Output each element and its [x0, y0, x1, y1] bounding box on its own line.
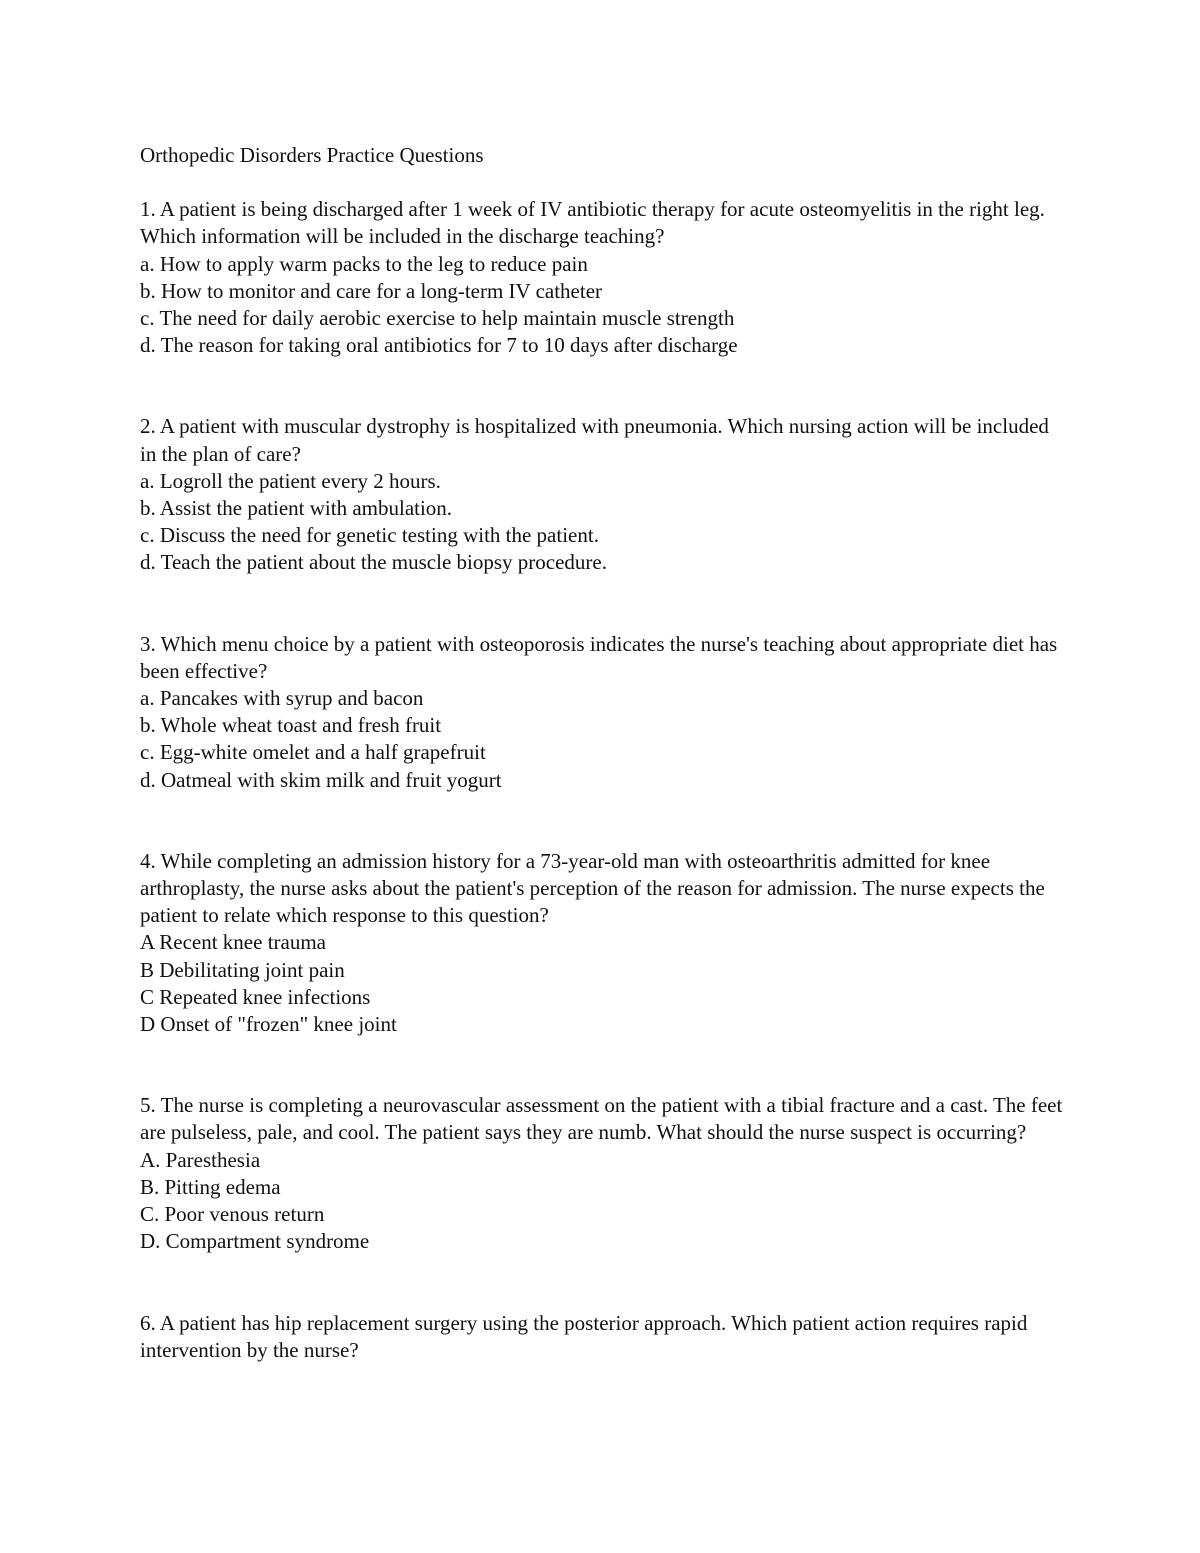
question-text: 6. A patient has hip replacement surgery using the posterior approach. Which patient action requires rapid intervention by the nurse? — [140, 1310, 1028, 1362]
question-1 — [140, 196, 1070, 359]
answer-option: D. Compartment syndrome — [140, 1229, 370, 1254]
answer-options — [140, 251, 1070, 360]
question-3 — [140, 631, 1070, 794]
answer-option: d. Teach the patient about the muscle biopsy procedure. — [140, 550, 607, 575]
answer-option: A. Paresthesia — [140, 1147, 261, 1172]
question-text: 4. While completing an admission history for a 73-year-old man with osteoarthritis admitted for knee arthroplasty, the nurse asks about the patient's perception of the reason for admission. The nurse expects the patient to relate which response to this question? — [140, 848, 1045, 928]
answer-option: C Repeated knee infections — [140, 984, 371, 1009]
answer-option: d. The reason for taking oral antibiotics for 7 to 10 days after discharge — [140, 333, 738, 358]
answer-options — [140, 1147, 1070, 1256]
question-4 — [140, 848, 1070, 1038]
question-text: 3. Which menu choice by a patient with osteoporosis indicates the nurse's teaching about appropriate diet has been effective? — [140, 631, 1058, 683]
answer-option: D Onset of "frozen" knee joint — [140, 1012, 397, 1037]
document-body — [140, 142, 1070, 1364]
question-text: 5. The nurse is completing a neurovascular assessment on the patient with a tibial fracture and a cast. The feet are pulseless, pale, and cool. The patient says they are numb. What should the nurse suspect is occurring? — [140, 1093, 1063, 1145]
answer-options — [140, 929, 1070, 1038]
answer-options — [140, 685, 1070, 794]
answer-options — [140, 468, 1070, 577]
answer-option: C. Poor venous return — [140, 1202, 325, 1227]
answer-option: B. Pitting edema — [140, 1174, 281, 1199]
answer-option: B Debilitating joint pain — [140, 957, 345, 982]
answer-option: b. How to monitor and care for a long-term IV catheter — [140, 278, 603, 303]
answer-option: a. Logroll the patient every 2 hours. — [140, 468, 441, 493]
answer-option: c. Egg-white omelet and a half grapefruit — [140, 740, 486, 765]
question-text: 1. A patient is being discharged after 1 week of IV antibiotic therapy for acute osteomyelitis in the right leg. Which information will be included in the discharge teaching? — [140, 197, 1045, 249]
answer-option: b. Whole wheat toast and fresh fruit — [140, 713, 442, 738]
question-text: 2. A patient with muscular dystrophy is hospitalized with pneumonia. Which nursing action will be included in the plan of care? — [140, 414, 1049, 466]
answer-option: b. Assist the patient with ambulation. — [140, 496, 453, 521]
document-title: Orthopedic Disorders Practice Questions — [140, 143, 484, 167]
answer-option: a. How to apply warm packs to the leg to reduce pain — [140, 251, 588, 276]
answer-option: A Recent knee trauma — [140, 930, 327, 955]
answer-option: a. Pancakes with syrup and bacon — [140, 686, 424, 711]
answer-option: d. Oatmeal with skim milk and fruit yogurt — [140, 767, 502, 792]
question-6 — [140, 1310, 1070, 1364]
question-5 — [140, 1092, 1070, 1255]
answer-option: c. Discuss the need for genetic testing with the patient. — [140, 523, 599, 548]
answer-option: c. The need for daily aerobic exercise to help maintain muscle strength — [140, 306, 735, 331]
question-2 — [140, 413, 1070, 576]
